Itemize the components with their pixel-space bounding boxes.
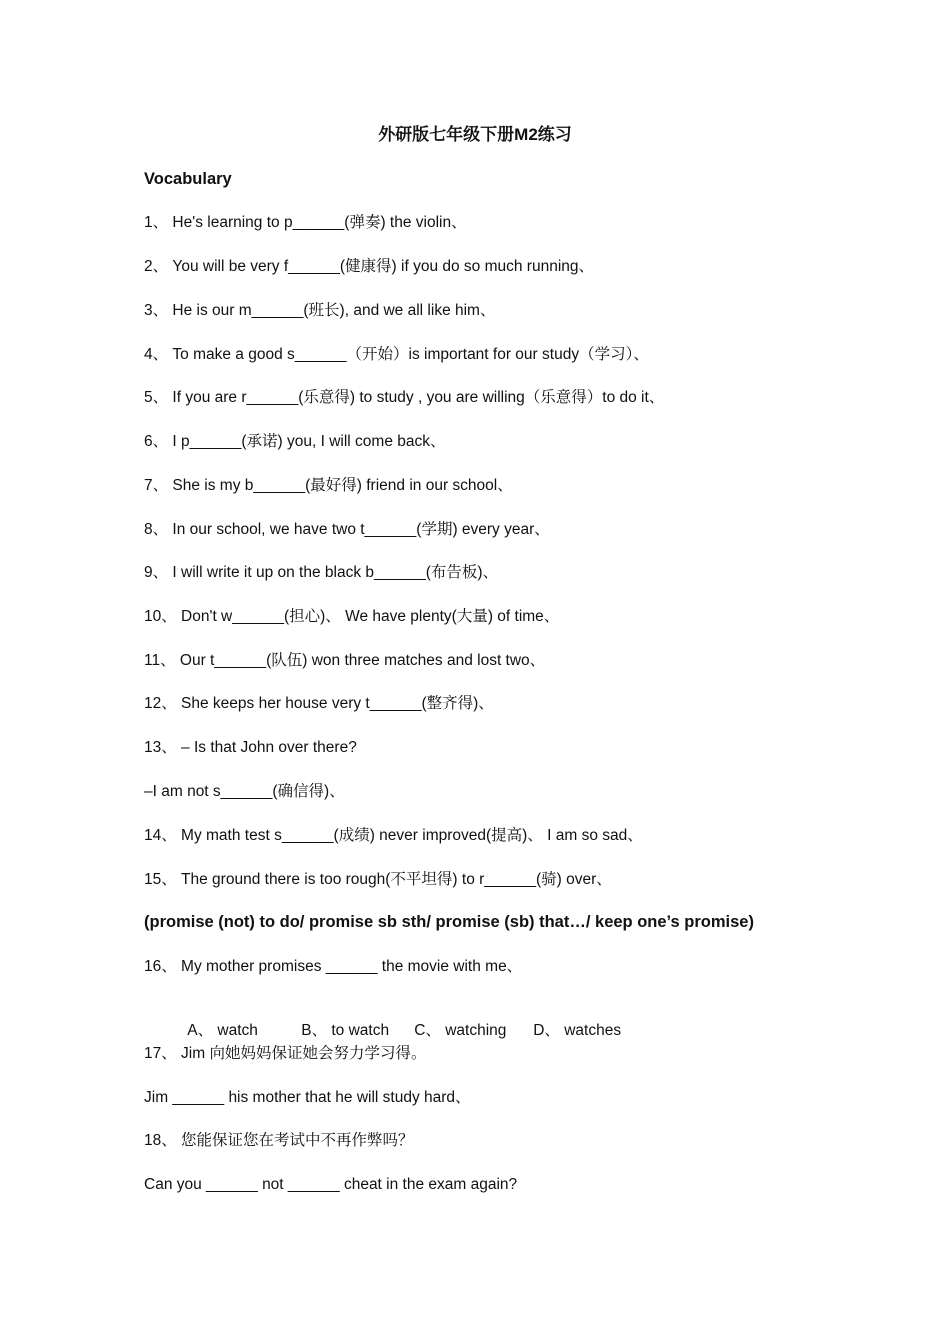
exercise-item-2: 2、 You will be very f______(健康得) if you do so much running、: [144, 258, 595, 275]
exercise-item-7: 7、 She is my b______(最好得) friend in our school、: [144, 477, 513, 494]
exercise-item-9: 9、 I will write it up on the black b______(布告板)、: [144, 564, 499, 581]
promise-usage-heading: (promise (not) to do/ promise sb sth/ promise (sb) that…/ keep one’s promise): [144, 913, 754, 931]
document-title: 外研版七年级下册M2练习: [378, 125, 572, 144]
question-17-answer: Jim ______ his mother that he will study hard、: [144, 1089, 471, 1106]
exercise-item-1: 1、 He's learning to p______(弹奏) the violin、: [144, 214, 467, 231]
exercise-item-5: 5、 If you are r______(乐意得) to study , you are willing（乐意得）to do it、: [144, 389, 665, 406]
exercise-item-11: 11、 Our t______(队伍) won three matches and lost two、: [144, 652, 546, 669]
option-d: D、 watches: [533, 1022, 622, 1039]
exercise-item-12: 12、 She keeps her house very t______(整齐得)、: [144, 695, 494, 712]
exercise-item-13: 13、 – Is that John over there?: [144, 739, 357, 756]
exercise-item-15: 15、 The ground there is too rough(不平坦得) to r______(骑) over、: [144, 871, 612, 888]
exercise-item-10: 10、 Don't w______(担心)、 We have plenty(大量) of time、: [144, 608, 560, 625]
option-b: B、 to watch: [301, 1022, 390, 1039]
question-16: 16、 My mother promises ______ the movie with me、: [144, 958, 523, 975]
exercise-item-6: 6、 I p______(承诺) you, I will come back、: [144, 433, 446, 450]
option-a: A、 watch: [187, 1022, 258, 1039]
exercise-item-14: 14、 My math test s______(成绩) never improved(提高)、 I am so sad、: [144, 827, 643, 844]
option-c: C、 watching: [414, 1022, 507, 1039]
exercise-item-4: 4、 To make a good s______（开始）is important for our study（学习）、: [144, 346, 649, 363]
question-17: 17、 Jim 向她妈妈保证她会努力学习得。: [144, 1045, 427, 1062]
question-18-answer: Can you ______ not ______ cheat in the exam again?: [144, 1176, 518, 1193]
exercise-item-13-reply: –I am not s______(确信得)、: [144, 783, 345, 800]
question-18: 18、 您能保证您在考试中不再作弊吗？: [144, 1132, 414, 1149]
vocabulary-heading: Vocabulary: [144, 170, 232, 188]
exercise-item-8: 8、 In our school, we have two t______(学期) every year、: [144, 521, 550, 538]
exercise-item-3: 3、 He is our m______(班长), and we all like him、: [144, 302, 496, 319]
